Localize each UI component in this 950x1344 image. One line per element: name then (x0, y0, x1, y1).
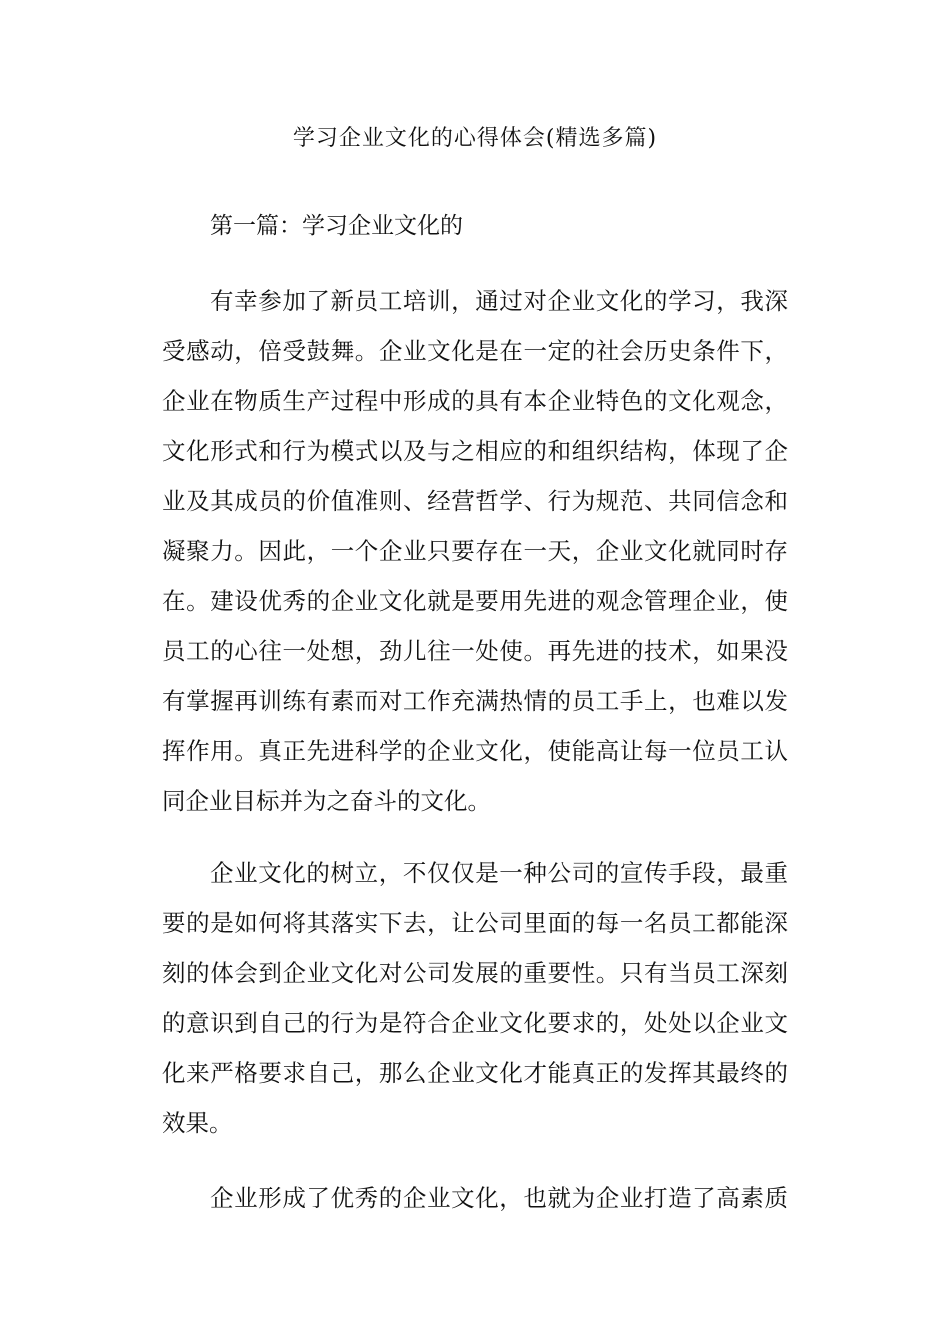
paragraph-line: 企业在物质生产过程中形成的具有本企业特色的文化观念， (162, 387, 788, 415)
paragraph-line: 要的是如何将其落实下去，让公司里面的每一名员工都能深 (162, 909, 788, 937)
document-title: 学习企业文化的心得体会(精选多篇) (292, 126, 658, 151)
section-heading: 第一篇：学习企业文化的 (210, 213, 463, 239)
paragraph-line: 受感动，倍受鼓舞。企业文化是在一定的社会历史条件下， (162, 337, 788, 365)
paragraph-line: 凝聚力。因此，一个企业只要存在一天，企业文化就同时存 (162, 537, 788, 565)
paragraph-line: 企业文化的树立，不仅仅是一种公司的宣传手段，最重 (210, 859, 788, 887)
paragraph-line: 挥作用。真正先进科学的企业文化，使能高让每一位员工认 (162, 737, 788, 765)
paragraph-line: 效果。 (162, 1109, 233, 1137)
paragraph-line: 化来严格要求自己，那么企业文化才能真正的发挥其最终的 (162, 1059, 788, 1087)
paragraph (162, 1173, 788, 1223)
paragraph (162, 848, 788, 1148)
paragraph-line: 企业形成了优秀的企业文化，也就为企业打造了高素质 (210, 1184, 788, 1212)
paragraph-line: 同企业目标并为之奋斗的文化。 (162, 787, 491, 815)
paragraph-line: 刻的体会到企业文化对公司发展的重要性。只有当员工深刻 (162, 959, 788, 987)
paragraph (162, 276, 788, 826)
paragraph-line: 文化形式和行为模式以及与之相应的和组织结构，体现了企 (162, 437, 788, 465)
paragraph-line: 的意识到自己的行为是符合企业文化要求的，处处以企业文 (162, 1009, 788, 1037)
paragraph-line: 有掌握再训练有素而对工作充满热情的员工手上，也难以发 (162, 687, 788, 715)
paragraph-line: 业及其成员的价值准则、经营哲学、行为规范、共同信念和 (162, 487, 788, 515)
paragraph-line: 有幸参加了新员工培训，通过对企业文化的学习，我深 (210, 287, 788, 315)
paragraph-line: 员工的心往一处想，劲儿往一处使。再先进的技术，如果没 (162, 637, 788, 665)
paragraph-line: 在。建设优秀的企业文化就是要用先进的观念管理企业，使 (162, 587, 788, 615)
